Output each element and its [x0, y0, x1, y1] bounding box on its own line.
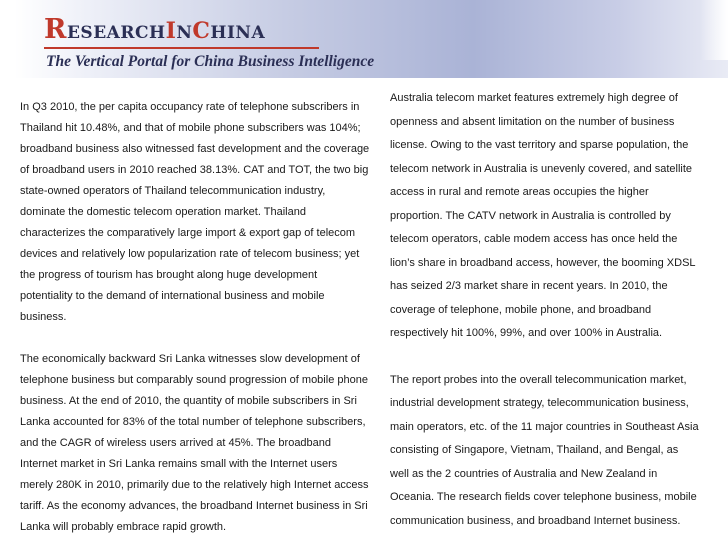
- australia-paragraph: Australia telecom market features extremely high degree of openness and absent limitation on the number of business license. Owing to the vast territory and sparse population, the telecom network in Australia is unevenly covered, and satellite access in rural and remote areas occupies the higher proportion. The CATV network in Australia is controlled by telecom operators, cable modem access has once held the lion’s share in broadband access, however, the booming XDSL has seized 2/3 market share in recent years. In 2010, the coverage of telephone, mobile phone, and broadband respectively hit 100%, 99%, and over 100% in Australia.: [390, 92, 696, 339]
- researchinchina-logo: RESEARCHINCHINA: [44, 14, 266, 45]
- header-tagline: The Vertical Portal for China Business Intelligence: [46, 53, 375, 70]
- sri-lanka-paragraph: The economically backward Sri Lanka witnesses slow development of telephone business but comparably sound progression of mobile phone business. At the end of 2010, the quantity of mobile subscribers in Sri Lanka accounted for 83% of the total number of telephone subscribers, and the CAGR of wireless users arrived at 45%. The broadband Internet market in Sri Lanka remains small with the Internet users merely 280K in 2010, primarily due to the relatively high Internet access tariff. As the economy advances, the broadband Internet business in Sri Lanka will probably embrace rapid growth.: [20, 353, 369, 533]
- page-header: [0, 0, 728, 78]
- logo-underline: [44, 47, 319, 49]
- header-corner-fade: [700, 0, 728, 60]
- right-text-column: [390, 87, 700, 533]
- thailand-paragraph: In Q3 2010, the per capita occupancy rate of telephone subscribers in Thailand hit 10.48%, and that of mobile phone subscribers was 104%; broadband business also witnessed fast development and the coverage of broadband users in 2010 reached 38.13%. CAT and TOT, the two big state-owned operators of Thailand telecommunication industry, dominate the domestic telecom operation market. Thailand characterizes the comparatively large import & export gap of telecom devices and relatively low popularization rate of telecom business; yet the progress of tourism has brought along huge development potentiality to the demand of international business and mobile business.: [20, 101, 370, 323]
- left-text-column: [20, 97, 370, 538]
- report-scope-paragraph: The report probes into the overall telecommunication market, industrial development strategy, telecommunication business, main operators, etc. of the 11 major countries in Southeast Asia consisting of Singapore, Vietnam, Thailand, and Bengal, as well as the 2 countries of Australia and New Zealand in Oceania. The research fields cover telephone business, mobile communication business, and broadband Internet business.: [390, 373, 699, 527]
